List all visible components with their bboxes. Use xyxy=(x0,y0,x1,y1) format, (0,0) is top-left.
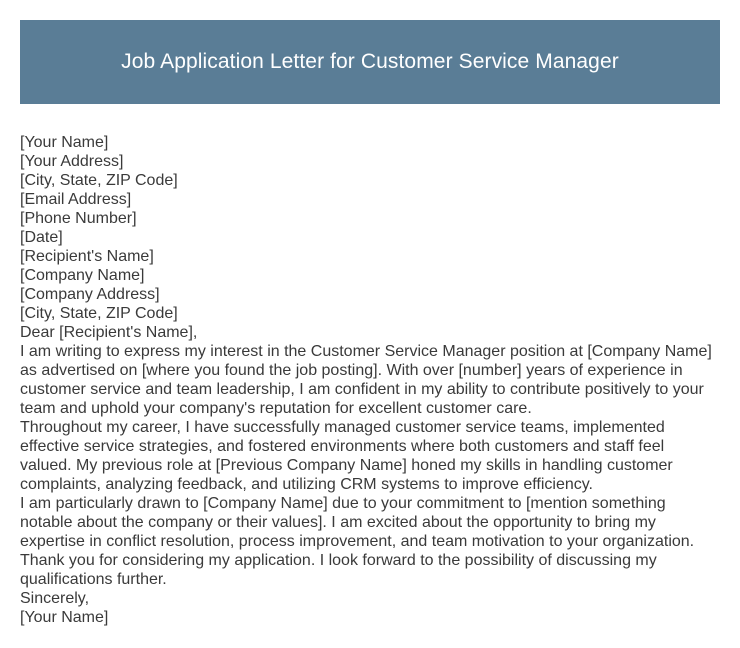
paragraph-line: expertise in conflict resolution, process improvement, and team motivation to your organization. xyxy=(20,533,695,550)
paragraph-line: team and uphold your company's reputation for excellent customer care. xyxy=(20,400,532,417)
sender-address: [Your Address] xyxy=(20,153,124,170)
paragraph-line: qualifications further. xyxy=(20,571,167,588)
letter-date: [Date] xyxy=(20,229,63,246)
sender-name: [Your Name] xyxy=(20,134,109,151)
title-banner xyxy=(20,20,720,104)
sender-city-state-zip: [City, State, ZIP Code] xyxy=(20,172,178,189)
paragraph-line: Throughout my career, I have successfully managed customer service teams, implemented xyxy=(20,419,665,436)
recipient-name: [Recipient's Name] xyxy=(20,248,154,265)
paragraph-line: effective service strategies, and fostered environments where both customers and staff feel xyxy=(20,438,665,455)
recipient-city-state-zip: [City, State, ZIP Code] xyxy=(20,305,178,322)
sender-phone: [Phone Number] xyxy=(20,210,137,227)
closing: Sincerely, xyxy=(20,590,90,607)
page-title: Job Application Letter for Customer Service Manager xyxy=(121,50,619,73)
paragraph-thanks xyxy=(20,551,722,589)
paragraph-line: I am particularly drawn to [Company Name] due to your commitment to [mention something xyxy=(20,495,666,512)
sender-email: [Email Address] xyxy=(20,191,132,208)
salutation: Dear [Recipient's Name], xyxy=(20,324,198,341)
signature: [Your Name] xyxy=(20,609,109,626)
letter-body xyxy=(20,133,722,627)
paragraph-line: notable about the company or their values]. I am excited about the opportunity to bring my xyxy=(20,514,656,531)
paragraph-motivation xyxy=(20,494,722,551)
paragraph-line: as advertised on [where you found the job posting]. With over [number] years of experience in xyxy=(20,362,683,379)
recipient-address: [Company Address] xyxy=(20,286,160,303)
paragraph-line: customer service and team leadership, I am confident in my ability to contribute positively to your xyxy=(20,381,704,398)
paragraph-line: complaints, analyzing feedback, and utilizing CRM systems to improve efficiency. xyxy=(20,476,593,493)
paragraph-experience xyxy=(20,418,722,494)
paragraph-intro xyxy=(20,342,722,418)
recipient-company: [Company Name] xyxy=(20,267,145,284)
paragraph-line: Thank you for considering my application. I look forward to the possibility of discussing my xyxy=(20,552,657,569)
paragraph-line: valued. My previous role at [Previous Company Name] honed my skills in handling customer xyxy=(20,457,673,474)
paragraph-line: I am writing to express my interest in the Customer Service Manager position at [Company Name] xyxy=(20,343,712,360)
